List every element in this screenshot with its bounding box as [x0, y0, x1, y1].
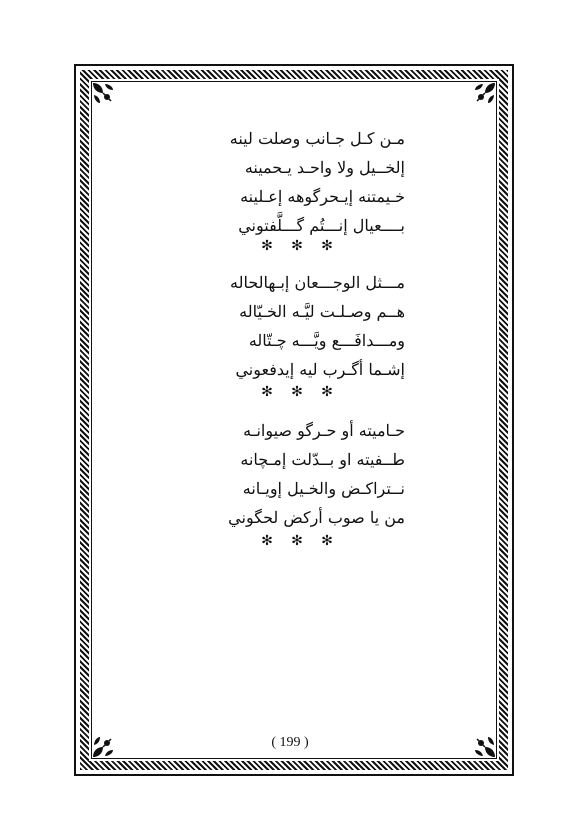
stanza-2 — [105, 268, 405, 384]
asterisk-flower-icon: ✻ — [261, 533, 273, 549]
verse-line: ومـــدافَـــع ويَّـــه چـتّاله — [248, 331, 405, 350]
stanza-separator — [258, 533, 336, 549]
verse-line: مـــثل الوجـــعان إبـهالحاله — [230, 273, 405, 292]
floral-corner-ornament-icon — [91, 81, 117, 107]
asterisk-flower-icon: ✻ — [291, 384, 303, 400]
asterisk-flower-icon: ✻ — [291, 533, 303, 549]
asterisk-flower-icon: ✻ — [321, 533, 333, 549]
verse-line: من يا صوب أركض لحگوني — [228, 508, 405, 527]
verse-line: نــتراكـض والخـيل إويـانه — [242, 479, 405, 498]
stanza-separator — [258, 238, 336, 254]
verse-line: بــــعيال إنـــتُم گـــلَّفتوني — [238, 216, 405, 235]
verse-line: خـيمتنه إيـحرگوهه إعـلينه — [240, 187, 405, 206]
asterisk-flower-icon: ✻ — [321, 384, 333, 400]
asterisk-flower-icon: ✻ — [321, 238, 333, 254]
asterisk-flower-icon: ✻ — [261, 238, 273, 254]
verse-line: مـن كـل جـانب وصلت لينه — [229, 129, 405, 148]
stanza-separator — [258, 384, 336, 400]
verse-line: إلخــيل ولا واحـد يـحمينه — [244, 158, 405, 177]
verse-line: هــم وصـلـت ليَّـه الخـيّاله — [239, 302, 405, 321]
asterisk-flower-icon: ✻ — [261, 384, 273, 400]
verse-line: حـاميته أو حـرگو صيوانـه — [243, 421, 405, 440]
asterisk-flower-icon: ✻ — [291, 238, 303, 254]
floral-corner-ornament-icon — [471, 81, 497, 107]
stanza-1 — [105, 124, 405, 240]
verse-line: طــفيته او بــدّلت إمـچانه — [240, 450, 405, 469]
verse-line: إشـما أگـرب ليه إيدفعوني — [235, 360, 405, 379]
page-number: ( 199 ) — [271, 735, 309, 750]
stanza-3 — [105, 416, 405, 532]
